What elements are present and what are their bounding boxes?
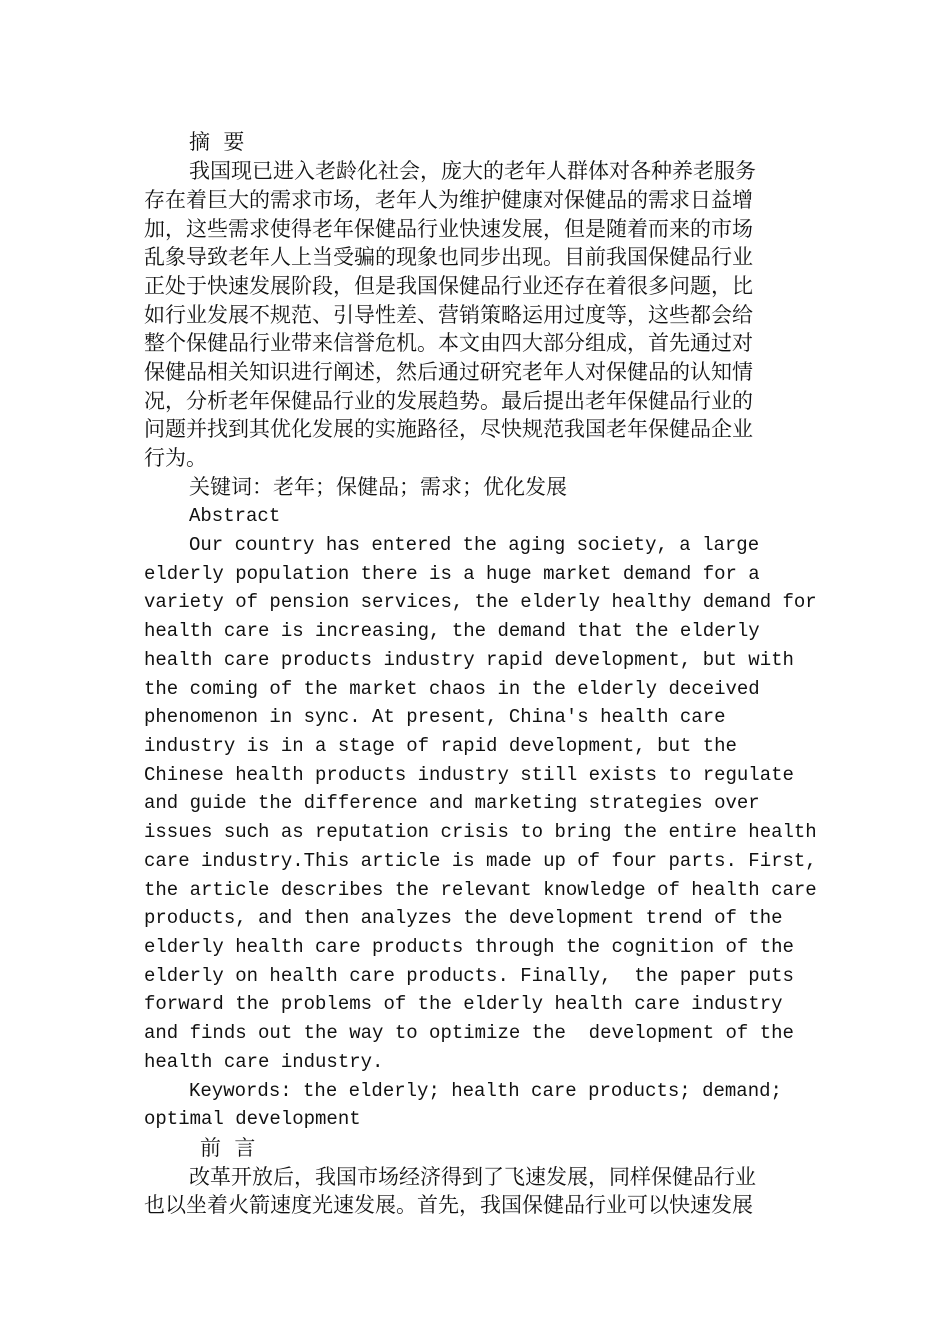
abstract-en-line: and guide the difference and marketing strategies over: [144, 792, 760, 814]
abstract-en-line: forward the problems of the elderly health care industry: [144, 993, 783, 1015]
abstract-en-line: phenomenon in sync. At present, China's health care: [144, 706, 726, 728]
abstract-en-line: elderly population there is a huge market demand for a: [144, 563, 760, 585]
abstract-cn-heading: 摘 要: [189, 130, 245, 154]
abstract-cn-line: 存在着巨大的需求市场，老年人为维护健康对保健品的需求日益增: [144, 188, 753, 212]
abstract-en-line: health care is increasing, the demand that the elderly: [144, 620, 760, 642]
abstract-en-line: health care industry.: [144, 1051, 384, 1073]
abstract-cn-line: 问题并找到其优化发展的实施路径，尽快规范我国老年保健品企业: [144, 417, 753, 441]
abstract-en-line: the coming of the market chaos in the elderly deceived: [144, 678, 760, 700]
abstract-en-line: elderly health care products through the cognition of the: [144, 936, 794, 958]
abstract-cn-line: 乱象导致老年人上当受骗的现象也同步出现。目前我国保健品行业: [144, 245, 753, 269]
abstract-cn-line: 行为。: [144, 446, 207, 470]
preface-line: 也以坐着火箭速度光速发展。首先，我国保健品行业可以快速发展: [144, 1193, 753, 1217]
abstract-cn-line: 正处于快速发展阶段，但是我国保健品行业还存在着很多问题，比: [144, 274, 753, 298]
preface-line: 改革开放后，我国市场经济得到了飞速发展，同样保健品行业: [189, 1165, 756, 1189]
abstract-en-line: issues such as reputation crisis to bring the entire health: [144, 821, 817, 843]
abstract-en-line: elderly on health care products. Finally, the paper puts: [144, 965, 794, 987]
abstract-en-line: and finds out the way to optimize the development of the: [144, 1022, 794, 1044]
abstract-en-line: care industry.This article is made up of four parts. First,: [144, 850, 817, 872]
abstract-cn-line: 况，分析老年保健品行业的发展趋势。最后提出老年保健品行业的: [144, 389, 753, 413]
abstract-cn-line: 整个保健品行业带来信誉危机。本文由四大部分组成，首先通过对: [144, 331, 753, 355]
abstract-cn-keywords: 关键词：老年；保健品；需求；优化发展: [189, 475, 567, 499]
abstract-en-heading: Abstract: [189, 505, 281, 527]
abstract-en-keywords: optimal development: [144, 1108, 361, 1130]
abstract-en-line: industry is in a stage of rapid development, but the: [144, 735, 737, 757]
preface-heading: 前 言: [200, 1136, 256, 1160]
abstract-en-line: Our country has entered the aging society, a large: [189, 534, 760, 556]
abstract-cn-line: 保健品相关知识进行阐述，然后通过研究老年人对保健品的认知情: [144, 360, 753, 384]
abstract-en-line: Chinese health products industry still exists to regulate: [144, 764, 794, 786]
abstract-en-line: the article describes the relevant knowledge of health care: [144, 879, 817, 901]
abstract-en-line: variety of pension services, the elderly healthy demand for: [144, 591, 817, 613]
abstract-en-keywords: Keywords: the elderly; health care products; demand;: [189, 1080, 782, 1102]
abstract-cn-line: 如行业发展不规范、引导性差、营销策略运用过度等，这些都会给: [144, 303, 753, 327]
abstract-cn-line: 我国现已进入老龄化社会，庞大的老年人群体对各种养老服务: [189, 159, 756, 183]
abstract-en-line: health care products industry rapid development, but with: [144, 649, 794, 671]
abstract-en-line: products, and then analyzes the development trend of the: [144, 907, 783, 929]
abstract-cn-line: 加，这些需求使得老年保健品行业快速发展，但是随着而来的市场: [144, 217, 753, 241]
